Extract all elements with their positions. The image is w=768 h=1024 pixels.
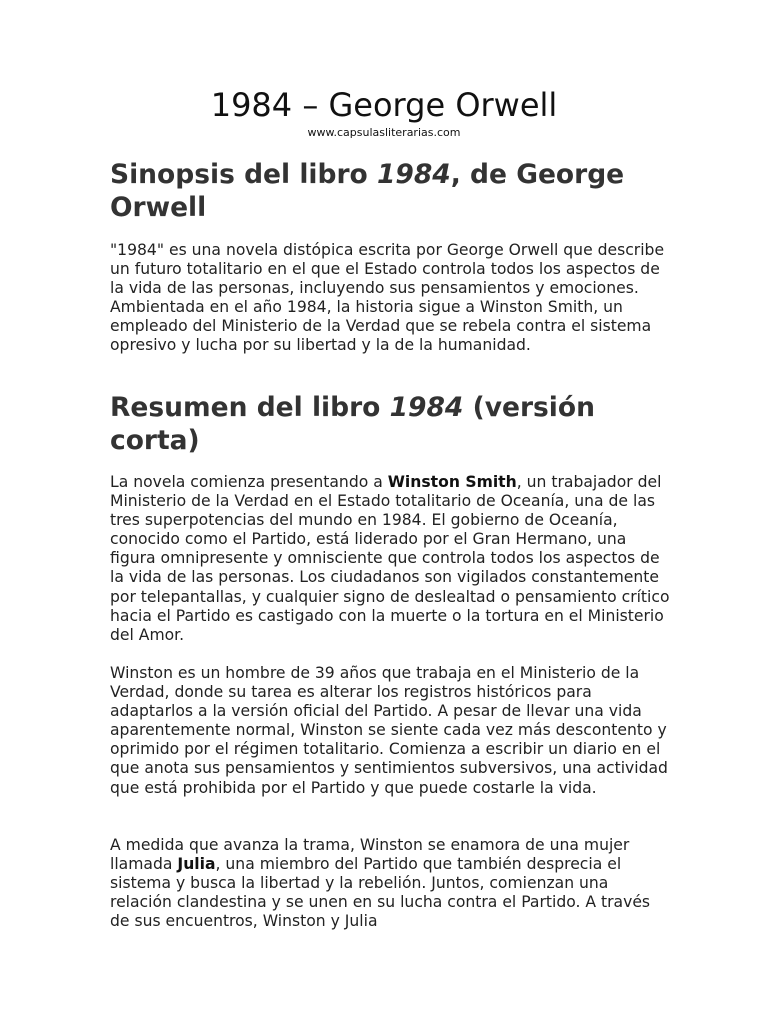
summary-paragraph-2: Winston es un hombre de 39 años que trabaja en el Ministerio de la Verdad, donde su tarea es alterar los registros históricos para adaptarlos a la versión oficial del Partido. A pesar de llevar una vida aparentemente normal, Winston se siente cada vez más descontento y oprimido por el régimen totalitario. Comienza a escribir un diario en el que anota sus pensamientos y sentimientos subversivos, una actividad que está prohibida por el Partido y que puede costarle la vida. <box>110 664 668 797</box>
synopsis-heading-author: , de George Orwell <box>110 159 625 223</box>
character-name-julia: Julia <box>177 855 216 874</box>
summary-heading-text: Resumen del libro <box>110 392 390 423</box>
summary-paragraph-1 <box>110 473 670 645</box>
summary-heading-version: (versión corta) <box>110 392 595 456</box>
source-url: www.capsulasliterarias.com <box>307 126 461 139</box>
synopsis-heading-book-title: 1984 <box>376 159 451 190</box>
synopsis-heading-text: Sinopsis del libro <box>110 159 377 190</box>
character-name-winston: Winston Smith <box>387 473 517 491</box>
summary-paragraph-3 <box>110 836 670 931</box>
summary-p1-body: , un trabajador del Ministerio de la Verdad en el Estado totalitario de Oceanía, una de las tres superpotencias del mundo en 1984. El gobierno de Oceanía, conocido como el Partido, está liderado por el Gran Hermano, una figura omnipresente y omnisciente que controla todos los aspectos de la vida de las personas. Los ciudadanos son vigilados constantemente por telepantallas, y cualquier signo de deslealtad o pensamiento crítico hacia el Partido es castigado con la muerte o la tortura en el Ministerio del Amor. <box>110 473 670 644</box>
summary-heading-book-title: 1984 <box>389 392 464 423</box>
summary-p3-body: , una miembro del Partido que también desprecia el sistema y busca la libertad y la rebelión. Juntos, comienzan una relación clandestina y se unen en su lucha contra el Partido. A través de sus encuentros, Winston y Julia <box>110 855 651 931</box>
synopsis-paragraph: "1984" es una novela distópica escrita por George Orwell que describe un futuro totalitario en el que el Estado controla todos los aspectos de la vida de las personas, incluyendo sus pensamientos y emociones. Ambientada en el año 1984, la historia sigue a Winston Smith, un empleado del Ministerio de la Verdad que se rebela contra el sistema opresivo y lucha por su libertad y la de la humanidad. <box>110 241 665 355</box>
summary-p1-intro: La novela comienza presentando a <box>110 473 388 491</box>
summary-p3-intro: A medida que avanza la trama, Winston se enamora de una mujer llamada <box>110 836 630 874</box>
synopsis-heading <box>110 159 670 224</box>
summary-heading <box>110 392 670 457</box>
document-title: 1984 – George Orwell <box>210 86 558 124</box>
